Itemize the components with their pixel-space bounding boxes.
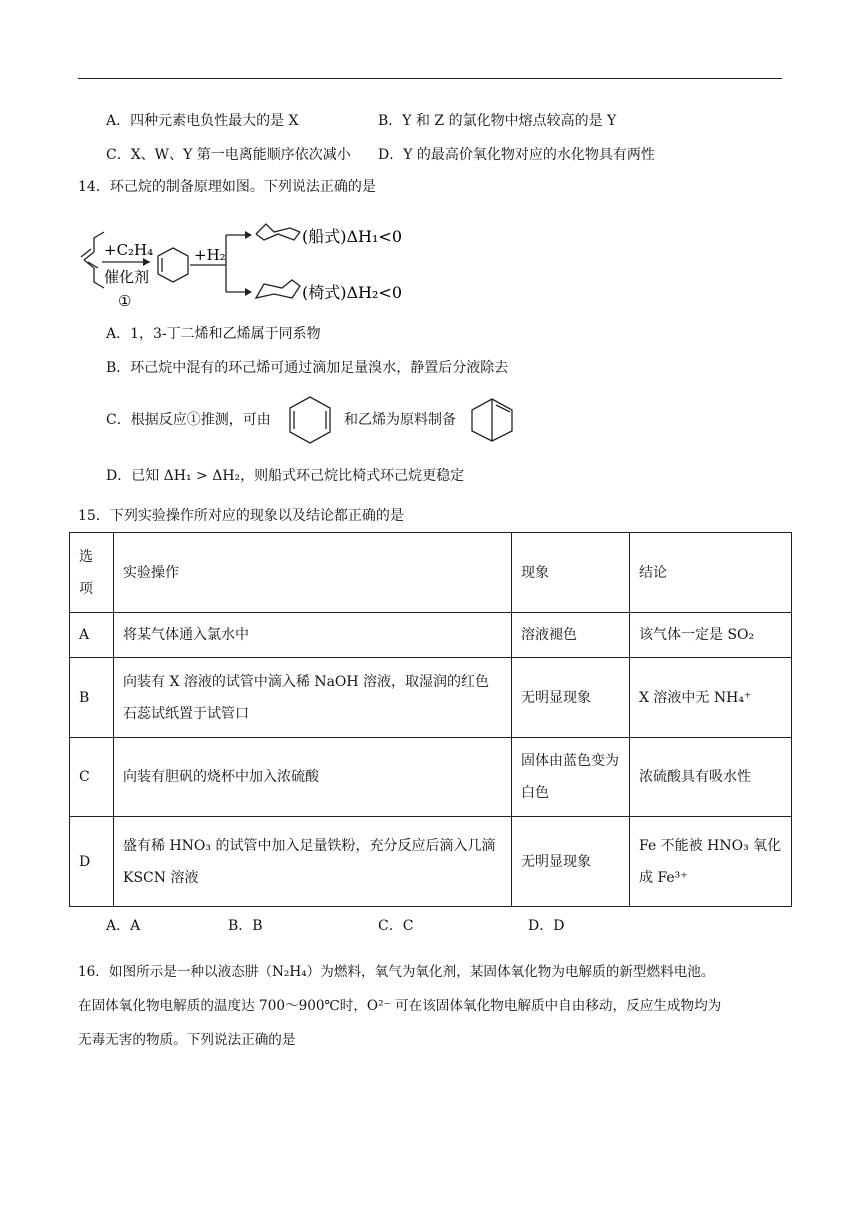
q13-option-c: C．X、W、Y 第一电离能顺序依次减小	[106, 147, 351, 163]
q14-option-c-pre: C．根据反应①推测，可由	[106, 412, 271, 428]
q14-option-d: D．已知 ΔH₁ > ΔH₂，则船式环己烷比椅式环己烷更稳定	[106, 468, 465, 484]
q14-option-c-mid: 和乙烯为原料制备	[344, 412, 456, 428]
q16-line-2: 在固体氧化物电解质的温度达 700～900℃时，O²⁻ 可在该固体氧化物电解质中自由移动，反应生成物均为	[78, 998, 722, 1014]
q16-line-3: 无毒无害的物质。下列说法正确的是	[78, 1032, 296, 1048]
boat-label: (船式)ΔH₁<0	[302, 227, 402, 246]
butadiene-structure	[81, 232, 104, 288]
q16-line-1: 16．如图所示是一种以液态肼（N₂H₄）为燃料，氧气为氧化剂，某固体氧化物为电解质的新型燃料电池。	[78, 964, 715, 980]
q14-option-a: A．1，3-丁二烯和乙烯属于同系物	[106, 326, 321, 342]
q14-stem: 14．环己烷的制备原理如图。下列说法正确的是	[78, 179, 376, 195]
row-option: B	[70, 658, 114, 738]
cyclohexadiene-structure	[284, 393, 336, 447]
row-phenomenon: 无明显现象	[512, 817, 630, 907]
row-option: D	[70, 817, 114, 907]
chair-label: (椅式)ΔH₂<0	[302, 283, 402, 302]
row-phenomenon: 无明显现象	[512, 658, 630, 738]
q15-stem: 15．下列实验操作所对应的现象以及结论都正确的是	[78, 508, 404, 524]
step-mark: ①	[118, 292, 132, 310]
table-row	[70, 613, 792, 658]
cyclohexene-structure	[158, 248, 188, 282]
reagent-2: +H₂	[194, 246, 226, 264]
reagent-1-top: +C₂H₄	[104, 241, 154, 259]
boat-cyclohexane	[256, 224, 300, 240]
row-operation: 将某气体通入氯水中	[114, 613, 512, 658]
header-operation: 实验操作	[114, 533, 512, 613]
chair-cyclohexane	[256, 280, 300, 298]
table-header-row	[70, 533, 792, 613]
q13-option-d: D．Y 的最高价氧化物对应的水化物具有两性	[378, 147, 655, 163]
header-rule	[78, 78, 782, 79]
row-phenomenon: 溶液褪色	[512, 613, 630, 658]
q14-reaction-scheme	[78, 210, 438, 315]
q14-option-b: B．环己烷中混有的环己烯可通过滴加足量溴水，静置后分液除去	[106, 360, 509, 376]
row-operation: 向装有 X 溶液的试管中滴入稀 NaOH 溶液，取湿润的红色石蕊试纸置于试管口	[114, 658, 512, 738]
q13-option-b: B．Y 和 Z 的氯化物中熔点较高的是 Y	[378, 113, 617, 129]
row-phenomenon: 固体由蓝色变为白色	[512, 738, 630, 817]
table-row	[70, 817, 792, 907]
q15-answer-b: B．B	[228, 918, 263, 934]
q13-option-a: A．四种元素电负性最大的是 X	[106, 113, 299, 129]
header-conclusion: 结论	[630, 533, 792, 613]
row-conclusion: X 溶液中无 NH₄⁺	[630, 658, 792, 738]
q15-answer-d: D．D	[528, 918, 565, 934]
row-option: A	[70, 613, 114, 658]
row-conclusion: 该气体一定是 SO₂	[630, 613, 792, 658]
bicyclooctene-structure	[466, 395, 518, 445]
q15-answer-c: C．C	[378, 918, 414, 934]
row-option: C	[70, 738, 114, 817]
q15-answer-a: A．A	[106, 918, 141, 934]
row-conclusion: Fe 不能被 HNO₃ 氧化成 Fe³⁺	[630, 817, 792, 907]
row-operation: 盛有稀 HNO₃ 的试管中加入足量铁粉，充分反应后滴入几滴 KSCN 溶液	[114, 817, 512, 907]
header-option: 选项	[70, 533, 114, 613]
table-row	[70, 738, 792, 817]
row-conclusion: 浓硫酸具有吸水性	[630, 738, 792, 817]
row-operation: 向装有胆矾的烧杯中加入浓硫酸	[114, 738, 512, 817]
reagent-1-bottom: 催化剂	[104, 268, 150, 286]
experiment-table	[69, 532, 792, 907]
table-row	[70, 658, 792, 738]
header-phenomenon: 现象	[512, 533, 630, 613]
